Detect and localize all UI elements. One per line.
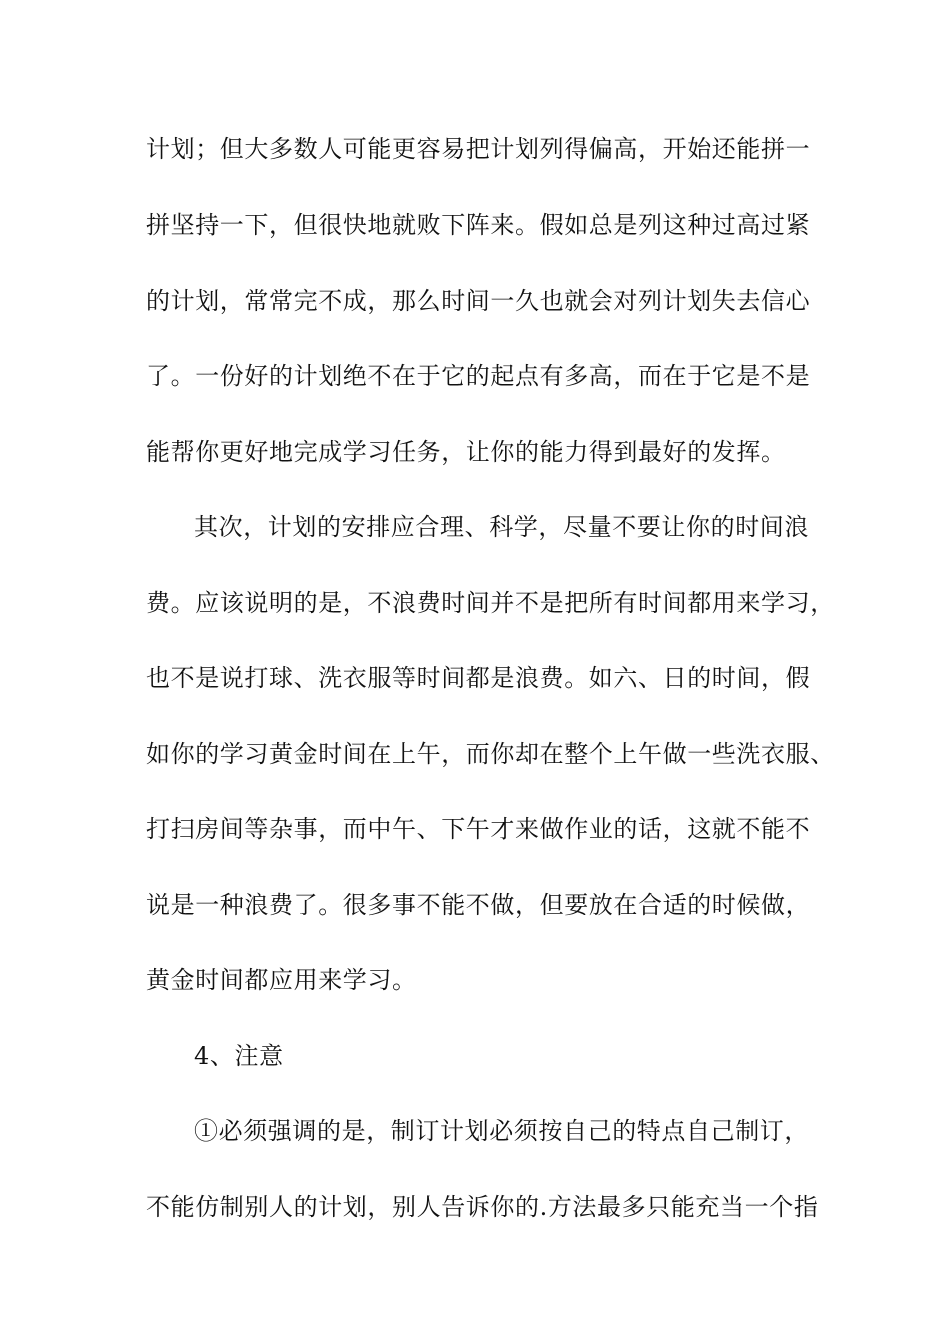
text-line-5: 能帮你更好地完成学习任务，让你的能力得到最好的发挥。	[146, 438, 786, 466]
text-line-11: 说是一种浪费了。很多事不能不做，但要放在合适的时候做，	[146, 891, 811, 919]
text-line-8: 也不是说打球、洗衣服等时间都是浪费。如六、日的时间，假	[146, 664, 811, 692]
text-line-3: 的计划，常常完不成，那么时间一久也就会对列计划失去信心	[146, 287, 811, 315]
text-line-7: 费。应该说明的是，不浪费时间并不是把所有时间都用来学习，	[146, 589, 835, 617]
text-line-15: 不能仿制别人的计划，别人告诉你的.方法最多只能充当一个指	[146, 1193, 819, 1221]
text-line-10: 打扫房间等杂事，而中午、下午才来做作业的话，这就不能不	[146, 815, 811, 843]
text-line-12: 黄金时间都应用来学习。	[146, 966, 417, 994]
text-line-2: 拼坚持一下，但很快地就败下阵来。假如总是列这种过高过紧	[146, 211, 811, 239]
text-line-4: 了。一份好的计划绝不在于它的起点有多高，而在于它是不是	[146, 362, 811, 390]
numbered-item-line: ①必须强调的是，制订计划必须按自己的特点自己制订，	[194, 1117, 809, 1145]
text-line-9: 如你的学习黄金时间在上午，而你却在整个上午做一些洗衣服、	[146, 740, 835, 768]
section-heading: 4、注意	[194, 1042, 284, 1070]
text-line-1: 计划；但大多数人可能更容易把计划列得偏高，开始还能拼一	[146, 135, 811, 163]
paragraph-start-line: 其次，计划的安排应合理、科学，尽量不要让你的时间浪	[194, 513, 809, 541]
